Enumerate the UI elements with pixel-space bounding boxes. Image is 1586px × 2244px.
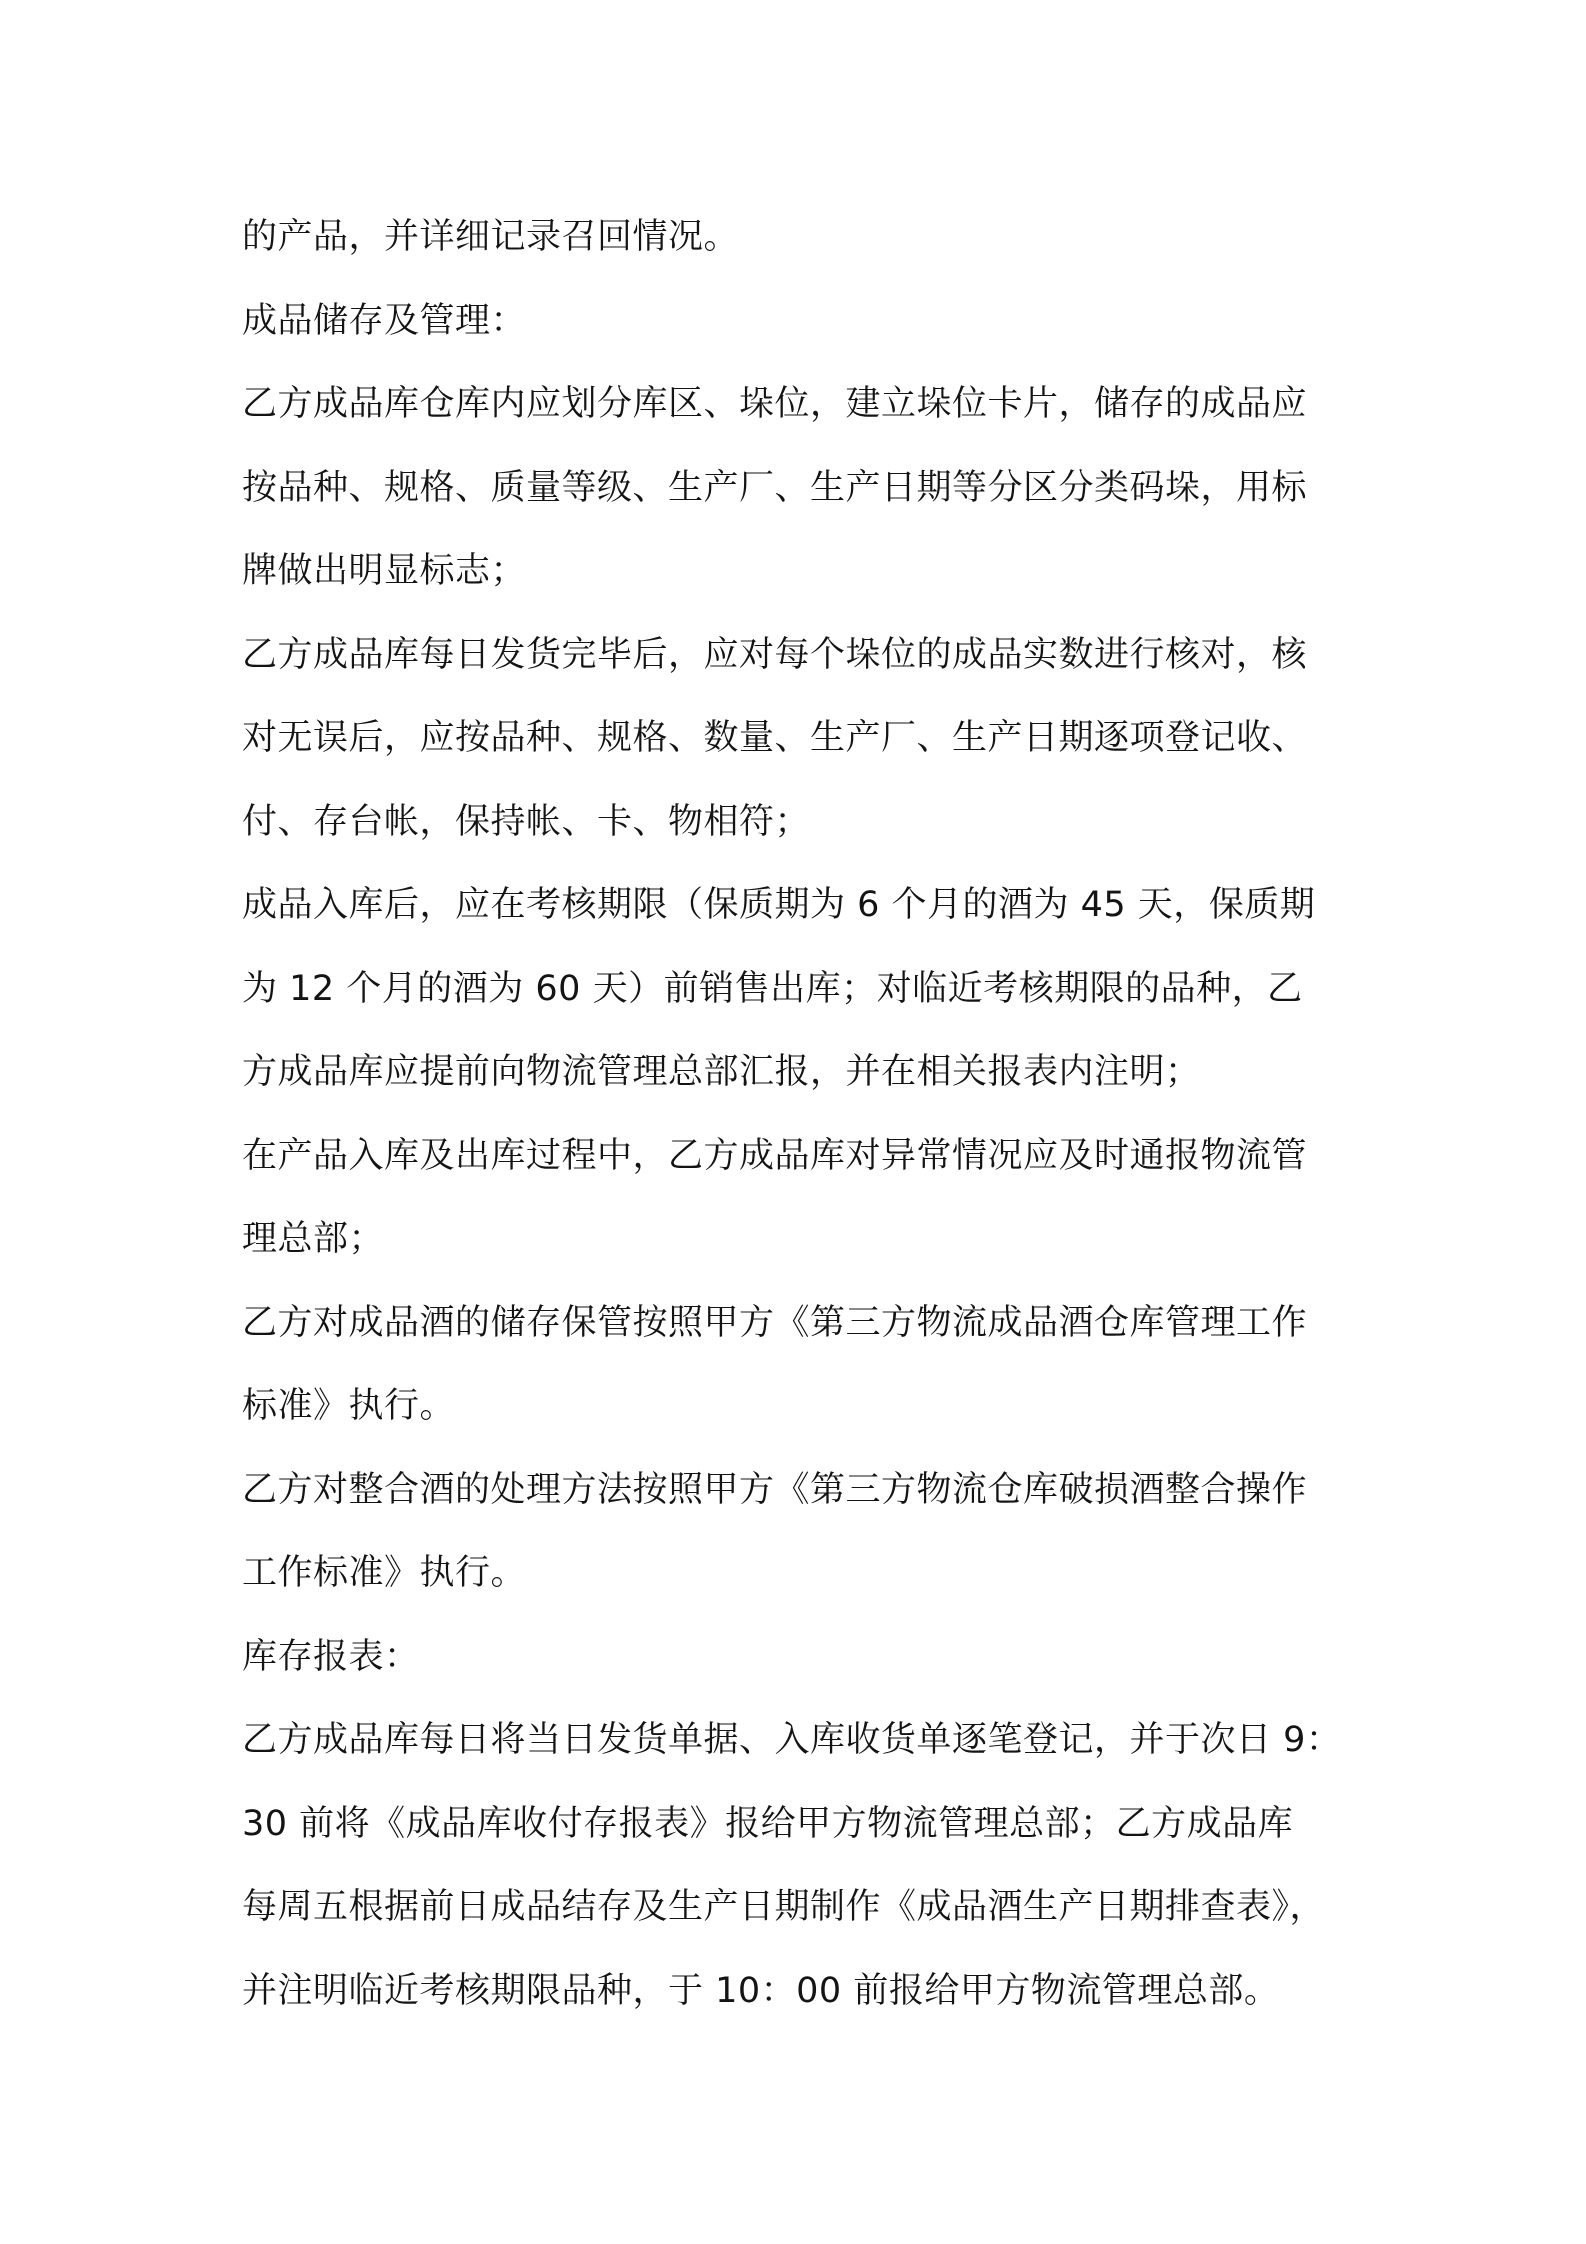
text-line: 按品种、规格、质量等级、生产厂、生产日期等分区分类码垛，用标	[242, 467, 1308, 508]
text-line: 付、存台帐，保持帐、卡、物相符；	[242, 801, 811, 842]
section-heading-storage: 成品储存及管理：	[242, 300, 527, 341]
text-line: 为 12 个月的酒为 60 天）前销售出库；对临近考核期限的品种，乙	[242, 968, 1303, 1009]
text-line: 方成品库应提前向物流管理总部汇报，并在相关报表内注明；	[242, 1052, 1201, 1092]
text-line: 对无误后，应按品种、规格、数量、生产厂、生产日期逐项登记收、	[242, 718, 1308, 758]
text-line: 并注明临近考核期限品种，于 10：00 前报给甲方物流管理总部。	[242, 1970, 1280, 2011]
text-line: 乙方成品库仓库内应划分库区、垛位，建立垛位卡片，储存的成品应	[242, 384, 1308, 424]
text-line: 工作标准》执行。	[242, 1553, 527, 1593]
text-line: 每周五根据前日成品结存及生产日期制作《成品酒生产日期排查表》，	[242, 1887, 1326, 1927]
section-heading-inventory-report: 库存报表：	[242, 1636, 420, 1677]
text-line: 乙方成品库每日发货完毕后，应对每个垛位的成品实数进行核对，核	[242, 634, 1308, 675]
text-line: 成品入库后，应在考核期限（保质期为 6 个月的酒为 45 天，保质期	[242, 885, 1316, 925]
text-line: 乙方对成品酒的储存保管按照甲方《第三方物流成品酒仓库管理工作	[242, 1302, 1308, 1343]
text-line: 乙方对整合酒的处理方法按照甲方《第三方物流仓库破损酒整合操作	[242, 1469, 1308, 1510]
text-line: 标准》执行。	[242, 1386, 456, 1426]
text-line: 在产品入库及出库过程中，乙方成品库对异常情况应及时通报物流管	[242, 1135, 1308, 1176]
document-body	[242, 196, 1358, 2033]
text-line: 的产品，并详细记录召回情况。	[242, 217, 740, 257]
text-line: 牌做出明显标志；	[242, 551, 527, 591]
text-line: 理总部；	[242, 1219, 385, 1259]
text-line: 30 前将《成品库收付存报表》报给甲方物流管理总部；乙方成品库	[242, 1803, 1294, 1844]
text-line: 乙方成品库每日将当日发货单据、入库收货单逐笔登记，并于次日 9：	[242, 1720, 1342, 1760]
